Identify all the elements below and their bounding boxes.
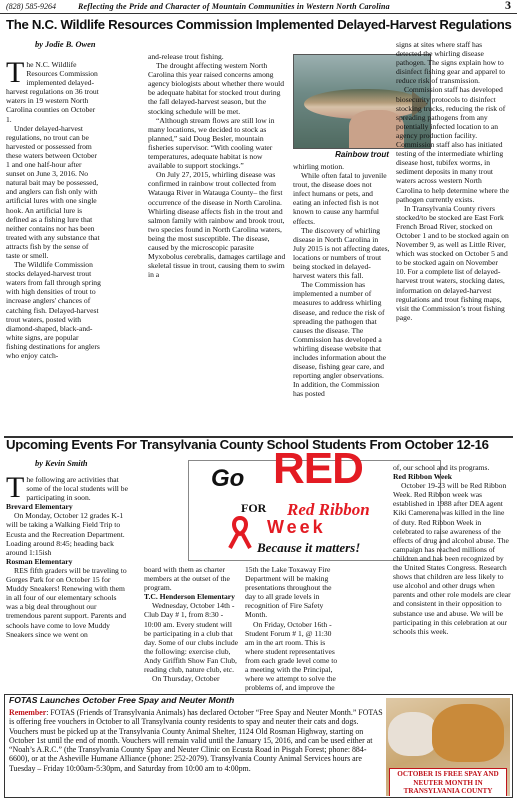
paragraph: On Monday, October 12 grades K-1 will be taking a Walking Field Trip to Ecusta and the Recreation Department. Loading around 8:45; heading back around 1:15ish xyxy=(6,511,125,557)
paragraph: Wednesday, October 14th - Club Day # 1, from 8:30 - 10:00 am. Every student will be participating in a club that day. Some of our clubs include the following: exercise club, Andy Griffith Show Fan Club, reading club, nature club, etc. xyxy=(144,601,238,675)
logo-for: FOR xyxy=(241,501,267,515)
lead-paragraph xyxy=(6,471,130,504)
paragraph: In Transylvania County rivers stocked/to be stocked are East Fork French Broad River, stocked on October 1 and to be stocked again on November 9, as well as Little River, which was stocked on October 5 and to be stocked again on November 10. For a complete list of delayed-harvest trout waters, stocking dates, information on delayed-harvest regulations and trout fishing maps, visit the Commission’s trout fishing page. xyxy=(396,203,509,322)
page-number: 3 xyxy=(505,0,511,12)
paragraph: 15th the Lake Toxaway Fire Department will be making presentations throughout the day to all grade levels in recognition of Fire Safety Month. xyxy=(245,565,332,620)
drop-cap: T xyxy=(6,56,25,89)
paragraph: The Commission has implemented a number of measures to address whirling disease, and reduce the risk of spreading the pathogen that causes the disease. The Commission has developed a whirling disease website that includes information about the disease, fishing gear care, and reporting angler observations. In addition, the Commission has posted xyxy=(293,280,387,399)
article-column-4 xyxy=(393,463,511,690)
paragraph: The discovery of whirling disease in North Carolina in July 2015 is not affecting dates, locations or numbers of trout being stocked in delayed-harvest waters this fall. xyxy=(293,225,390,281)
fotas-remember-label: Remember xyxy=(9,708,47,717)
article-column-4 xyxy=(396,40,509,437)
paragraph: On Thursday, October xyxy=(152,674,220,684)
paragraph: RES fifth graders will be traveling to Gorges Park for on October 15 for Muddy Sneakers! Renewing with them in all four of our elementary schools was a big deal throughout our tremendous parent support. Parents and schools have come to love Muddy Sneakers since we went on xyxy=(6,565,127,639)
lead-text: he N.C. Wildlife Resources Commission implemented delayed-harvest regulations on 36 trout waters in 19 western North Carolina counties on October 1. xyxy=(6,60,99,124)
paragraph: Commission staff has developed biosecurity protocols to disinfect stocking trucks, reducing the risk of spreading pathogens from any potentially infected location to an agency production facility. Commission staff also has initiated testing of the intermediate whirling disease host, tubifex worms, in sediment deposits in many trout waters across western North Carolina to help determine where the pathogen currently exists. xyxy=(396,85,509,204)
subheading-text: Brevard Elementary xyxy=(6,502,73,512)
paragraph: and-release trout fishing. xyxy=(148,52,224,61)
article-byline: by Jodie B. Owen xyxy=(35,40,96,49)
article-byline: by Kevin Smith xyxy=(35,459,88,468)
article-headline: Upcoming Events For Transylvania County School Students From October 12-16 xyxy=(6,437,489,452)
header-phone: (828) 585-9264 xyxy=(6,2,56,11)
article-column-3 xyxy=(245,565,342,693)
paragraph: While often fatal to juvenile trout, the disease does not infect humans or pets, and eating an infected fish is not known to cause any harmful effects. xyxy=(293,171,387,226)
article-column-1 xyxy=(6,56,101,437)
subheading xyxy=(6,502,130,511)
photo-caption: Rainbow trout xyxy=(335,150,389,159)
paragraph: Under delayed-harvest regulations, no trout can be harvested or possessed from these waters between October 1 and one half-hour after sunset on June 3, 2016. No natural bait may be possessed, and anglers can fish only with artificial lures with one single hook. An artificial lure is defined as a fishing lure that neither contains nor has been treated with any substance that attracts fish by the sense of taste or smell. xyxy=(6,123,100,260)
paragraph: The drought affecting western North Carolina this year raised concerns among agency biologists about whether there would be adequate habitat for stocked trout during the fall delayed-harvest season, but the stocking schedule will be met. xyxy=(148,61,285,116)
red-ribbon-icon xyxy=(225,516,255,550)
dog-icon xyxy=(432,704,504,762)
fotas-body xyxy=(9,708,383,773)
paragraph: The Wildlife Commission stocks delayed-harvest trout waters from fall through spring with high densities of trout to increase anglers' chances of catching fish. Delayed-harvest trout waters, posted with diamond-shaped, black-and-white signs, are popular fishing destinations for anglers who enjoy catch- xyxy=(6,260,101,360)
fotas-notice-box xyxy=(4,694,513,798)
logo-week: Week xyxy=(267,517,326,537)
page-header xyxy=(0,0,517,14)
article-column-2 xyxy=(148,52,286,437)
header-tagline: Reflecting the Pride and Character of Mountain Communities in Western North Carolina xyxy=(78,2,390,11)
paragraph: signs at sites where staff has detected the whirling disease pathogen. The signs explain how to disinfect fishing gear and apparel to reduce risk of transmission. xyxy=(396,40,506,86)
article-headline: The N.C. Wildlife Resources Commission Implemented Delayed-Harvest Regulations xyxy=(6,17,512,32)
fotas-title: FOTAS Launches October Free Spay and Neuter Month xyxy=(9,695,235,705)
paragraph: board with them as charter members at the outset of the program. xyxy=(144,565,230,593)
logo-go: Go xyxy=(211,465,245,492)
subheading-text: Rosman Elementary xyxy=(6,556,73,566)
subheading xyxy=(393,472,511,481)
logo-red-ribbon: Red Ribbon xyxy=(287,500,370,519)
paragraph: of, our school and its programs. xyxy=(393,463,490,472)
logo-tagline: Because it matters! xyxy=(257,540,361,555)
subheading-text: Red Ribbon Week xyxy=(393,472,452,482)
paragraph: On July 27, 2015, whirling disease was confirmed in rainbow trout collected from Watauga River in Watauga County– the first occurrence of the disease in North Carolina. Whirling disease affects fish in the trout and salmon family with rainbow and brook trout, two species found in North Carolina waters, being the most susceptible. The disease, caused by the microscopic parasite Myxobolus cerebralis, damages cartilage and skeletal tissue in trout, causing them to swim in a xyxy=(148,170,286,280)
drop-cap: T xyxy=(6,471,25,504)
cat-icon xyxy=(388,712,438,756)
paragraph: “Although stream flows are still low in many locations, we decided to stock as planned,” said Doug Besler, mountain fisheries supervisor. “With cooling water temperatures, adequate habitat is now available to support stockings.” xyxy=(148,115,275,171)
pets-photo-caption: OCTOBER IS FREE SPAY AND NEUTER MONTH IN TRANSYLVANIA COUNTY xyxy=(389,768,507,796)
subheading xyxy=(144,592,240,601)
paragraph: whirling motion. xyxy=(293,162,345,171)
subheading-text: T.C. Henderson Elementary xyxy=(144,592,235,602)
fotas-body-text: : FOTAS (Friends of Transylvania Animals) has declared October “Free Spay and Neuter Month.” FOTAS is offering free vouchers in October to all Transylvania county residents to spay and neuter their cats and dogs. Vouchers must be picked up at the Transylvania County Animal Shelter, 1124 Old Rosman Highway, starting on October 1st until the end of month. Vouchers will remain valid until the January 15, 2016, and can be used either at “Noah’s A.R.C.” (the Transylvania County Spay and Neuter Clinic on Ecusta Road in Pisgah Forest; phone: 884-6600), or at the Asheville Humane Alliance (phone: 252-2079). Transylvania County Animal Services hours are Tuesday – Friday 10:00am-5:30pm, and Saturday from 10:00 am to 4:00pm. xyxy=(9,708,383,773)
article-column-3 xyxy=(293,162,390,437)
logo-red: RED xyxy=(273,444,363,493)
paragraph: On Friday, October 16th - Student Forum # 1, @ 11:30 am in the art room. This is where student representatives from each grade level come to a meeting with the Principal, where we attempt to solve the problems of, and improve the xyxy=(245,619,338,693)
lead-paragraph xyxy=(6,56,101,124)
subheading xyxy=(6,557,130,566)
cat-and-dog-photo xyxy=(386,698,510,796)
article-column-2 xyxy=(144,565,240,690)
article-column-1 xyxy=(6,471,130,690)
lead-text: he following are activities that some of the local students will be participating in soon. xyxy=(26,475,128,503)
paragraph: October 19-23 will be Red Ribbon Week. Red Ribbon week was established in 1988 after DEA agent Kiki Camerena was killed in the line of duty. Red Ribbon Week in celebrated to raise awareness of the effects of drug and alcohol abuse. The campaign has reached millions of children and has been recognized by the United States Congress. Research shows that children are less likely to use alcohol and other drugs when parents and other role models are clear and consistent in their opposition to substance use and abuse. We will be participating in this celebration at our schools this week. xyxy=(393,481,511,636)
